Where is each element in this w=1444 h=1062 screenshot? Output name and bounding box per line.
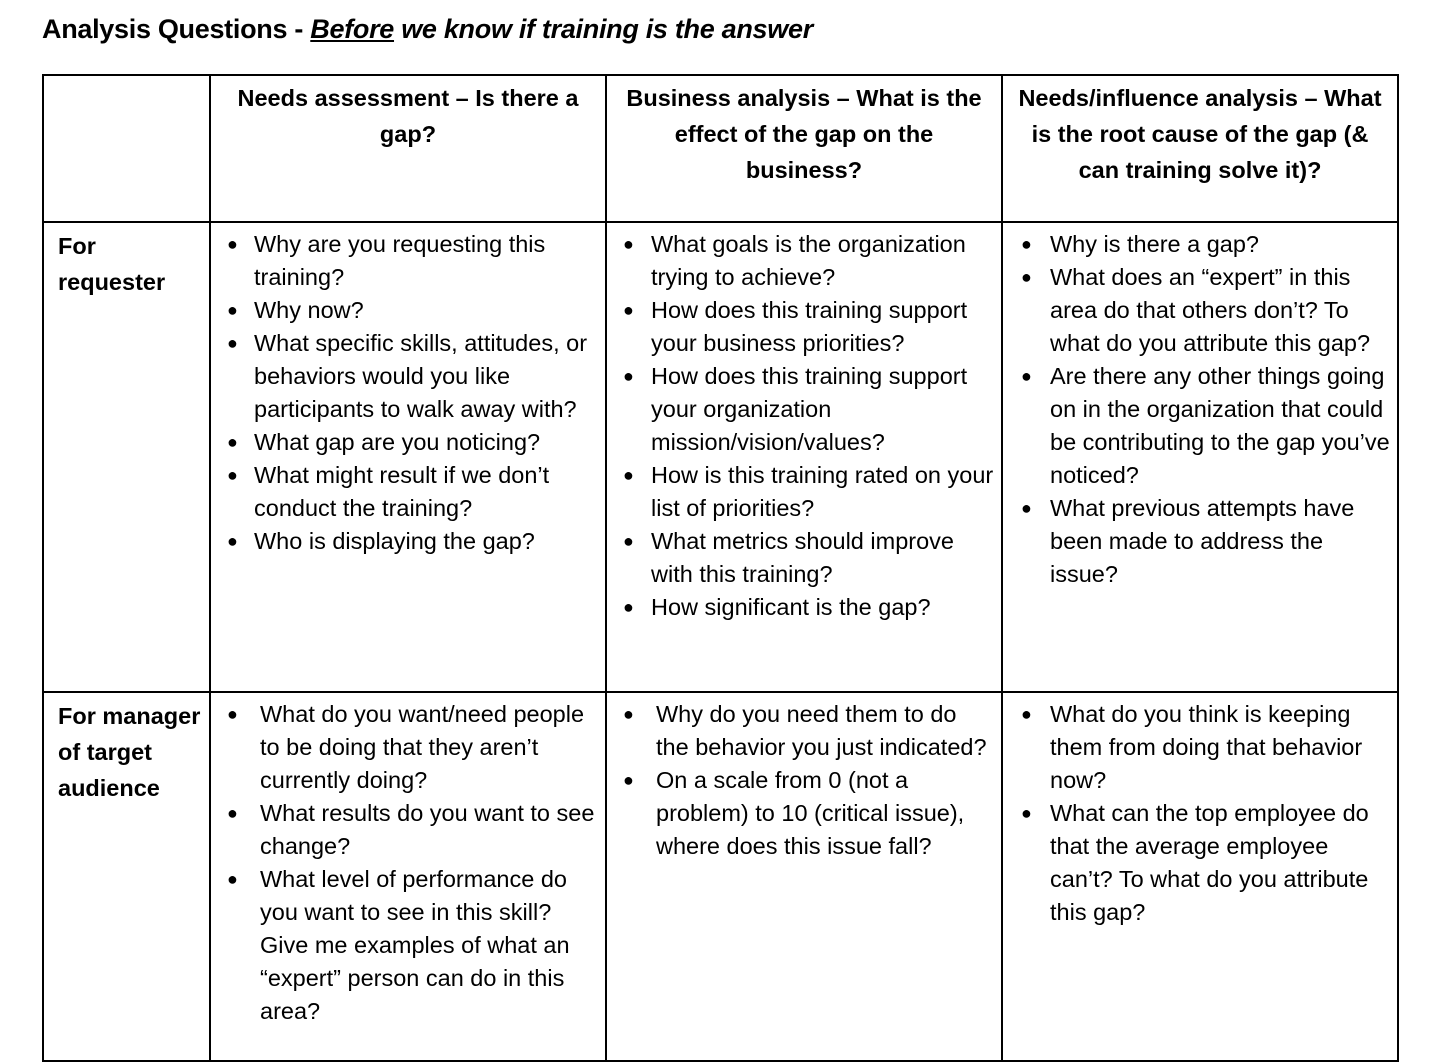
list-item <box>623 228 995 294</box>
question-text: Why are you requesting this training? <box>254 231 546 290</box>
bullet-icon: ● <box>227 704 238 724</box>
list-item <box>227 228 599 294</box>
question-text: What previous attempts have been made to address the issue? <box>1050 495 1355 587</box>
bullet-icon: ● <box>623 300 634 320</box>
cell-manager-influence <box>1002 692 1398 1061</box>
header-business-analysis: Business analysis – What is the effect of the gap on the business? <box>606 75 1002 222</box>
analysis-questions-table <box>42 74 1399 1062</box>
row-label-manager: For manager of target audience <box>43 692 210 1061</box>
question-text: Why is there a gap? <box>1050 231 1259 257</box>
bullet-icon: ● <box>1021 803 1032 823</box>
title-main: Analysis Questions - <box>42 14 311 44</box>
question-text: What specific skills, attitudes, or behaviors would you like participants to walk away with? <box>254 330 588 422</box>
bullet-icon: ● <box>623 465 634 485</box>
bullet-icon: ● <box>623 597 634 617</box>
row-label-requester: For requester <box>43 222 210 692</box>
bullet-icon: ● <box>1021 704 1032 724</box>
cell-manager-business <box>606 692 1002 1061</box>
table-row-manager <box>43 692 1398 1061</box>
list-item <box>227 294 599 327</box>
question-text: What do you want/need people to be doing that they aren’t currently doing? <box>260 701 585 793</box>
question-list <box>211 223 605 558</box>
question-text: How significant is the gap? <box>651 594 931 620</box>
title-subtitle <box>310 14 813 44</box>
bullet-icon: ● <box>623 234 634 254</box>
list-item <box>623 591 995 624</box>
question-text: What gap are you noticing? <box>254 429 541 455</box>
question-list <box>1003 693 1397 929</box>
question-text: Are there any other things going on in the organization that could be contributing to the gap you’ve noticed? <box>1050 363 1390 488</box>
bullet-icon: ● <box>623 770 634 790</box>
question-list <box>211 693 605 1028</box>
page-title <box>42 14 813 45</box>
list-item <box>1021 261 1391 360</box>
question-list <box>1003 223 1397 591</box>
header-cell-empty <box>43 75 210 222</box>
question-list <box>607 223 1001 624</box>
cell-requester-business <box>606 222 1002 692</box>
list-item <box>623 360 995 459</box>
bullet-icon: ● <box>1021 234 1032 254</box>
question-text: What goals is the organization trying to achieve? <box>651 231 966 290</box>
cell-requester-influence <box>1002 222 1398 692</box>
list-item <box>623 459 995 525</box>
bullet-icon: ● <box>227 234 238 254</box>
bullet-icon: ● <box>623 531 634 551</box>
question-text: How does this training support your business priorities? <box>651 297 968 356</box>
question-text: How does this training support your organization mission/vision/values? <box>651 363 968 455</box>
list-item <box>227 327 599 426</box>
question-text: How is this training rated on your list of priorities? <box>651 462 994 521</box>
bullet-icon: ● <box>227 333 238 353</box>
bullet-icon: ● <box>227 803 238 823</box>
bullet-icon: ● <box>227 300 238 320</box>
list-item <box>227 426 599 459</box>
question-text: What do you think is keeping them from doing that behavior now? <box>1050 701 1363 793</box>
list-item <box>227 525 599 558</box>
title-subtitle-rest: we know if training is the answer <box>394 14 813 44</box>
header-row <box>43 75 1398 222</box>
table-row-requester <box>43 222 1398 692</box>
bullet-icon: ● <box>227 869 238 889</box>
bullet-icon: ● <box>227 531 238 551</box>
question-text: On a scale from 0 (not a problem) to 10 (critical issue), where does this issue fall? <box>656 767 965 859</box>
bullet-icon: ● <box>227 432 238 452</box>
question-text: What level of performance do you want to see in this skill? Give me examples of what an “expert” person can do in this area? <box>260 866 570 1024</box>
title-emphasis: Before <box>310 14 395 44</box>
list-item <box>227 797 599 863</box>
header-influence-analysis: Needs/influence analysis – What is the root cause of the gap (& can training solve it)? <box>1002 75 1398 222</box>
question-text: What might result if we don’t conduct the training? <box>254 462 550 521</box>
question-text: What does an “expert” in this area do that others don’t? To what do you attribute this gap? <box>1050 264 1371 356</box>
list-item <box>1021 492 1391 591</box>
cell-requester-needs <box>210 222 606 692</box>
list-item <box>623 698 995 764</box>
list-item <box>1021 797 1391 929</box>
question-text: Why do you need them to do the behavior you just indicated? <box>656 701 987 760</box>
list-item <box>623 294 995 360</box>
bullet-icon: ● <box>1021 498 1032 518</box>
list-item <box>623 525 995 591</box>
question-text: What can the top employee do that the average employee can’t? To what do you attribute this gap? <box>1050 800 1369 925</box>
list-item <box>227 863 599 1028</box>
bullet-icon: ● <box>227 465 238 485</box>
bullet-icon: ● <box>623 704 634 724</box>
list-item <box>1021 698 1391 797</box>
question-text: What results do you want to see change? <box>260 800 595 859</box>
list-item <box>227 698 599 797</box>
list-item <box>623 764 995 863</box>
question-text: Why now? <box>254 297 364 323</box>
bullet-icon: ● <box>1021 267 1032 287</box>
list-item <box>1021 228 1391 261</box>
bullet-icon: ● <box>623 366 634 386</box>
cell-manager-needs <box>210 692 606 1061</box>
bullet-icon: ● <box>1021 366 1032 386</box>
header-needs-assessment: Needs assessment – Is there a gap? <box>210 75 606 222</box>
question-text: What metrics should improve with this training? <box>651 528 954 587</box>
question-text: Who is displaying the gap? <box>254 528 535 554</box>
list-item <box>1021 360 1391 492</box>
list-item <box>227 459 599 525</box>
question-list <box>607 693 1001 863</box>
